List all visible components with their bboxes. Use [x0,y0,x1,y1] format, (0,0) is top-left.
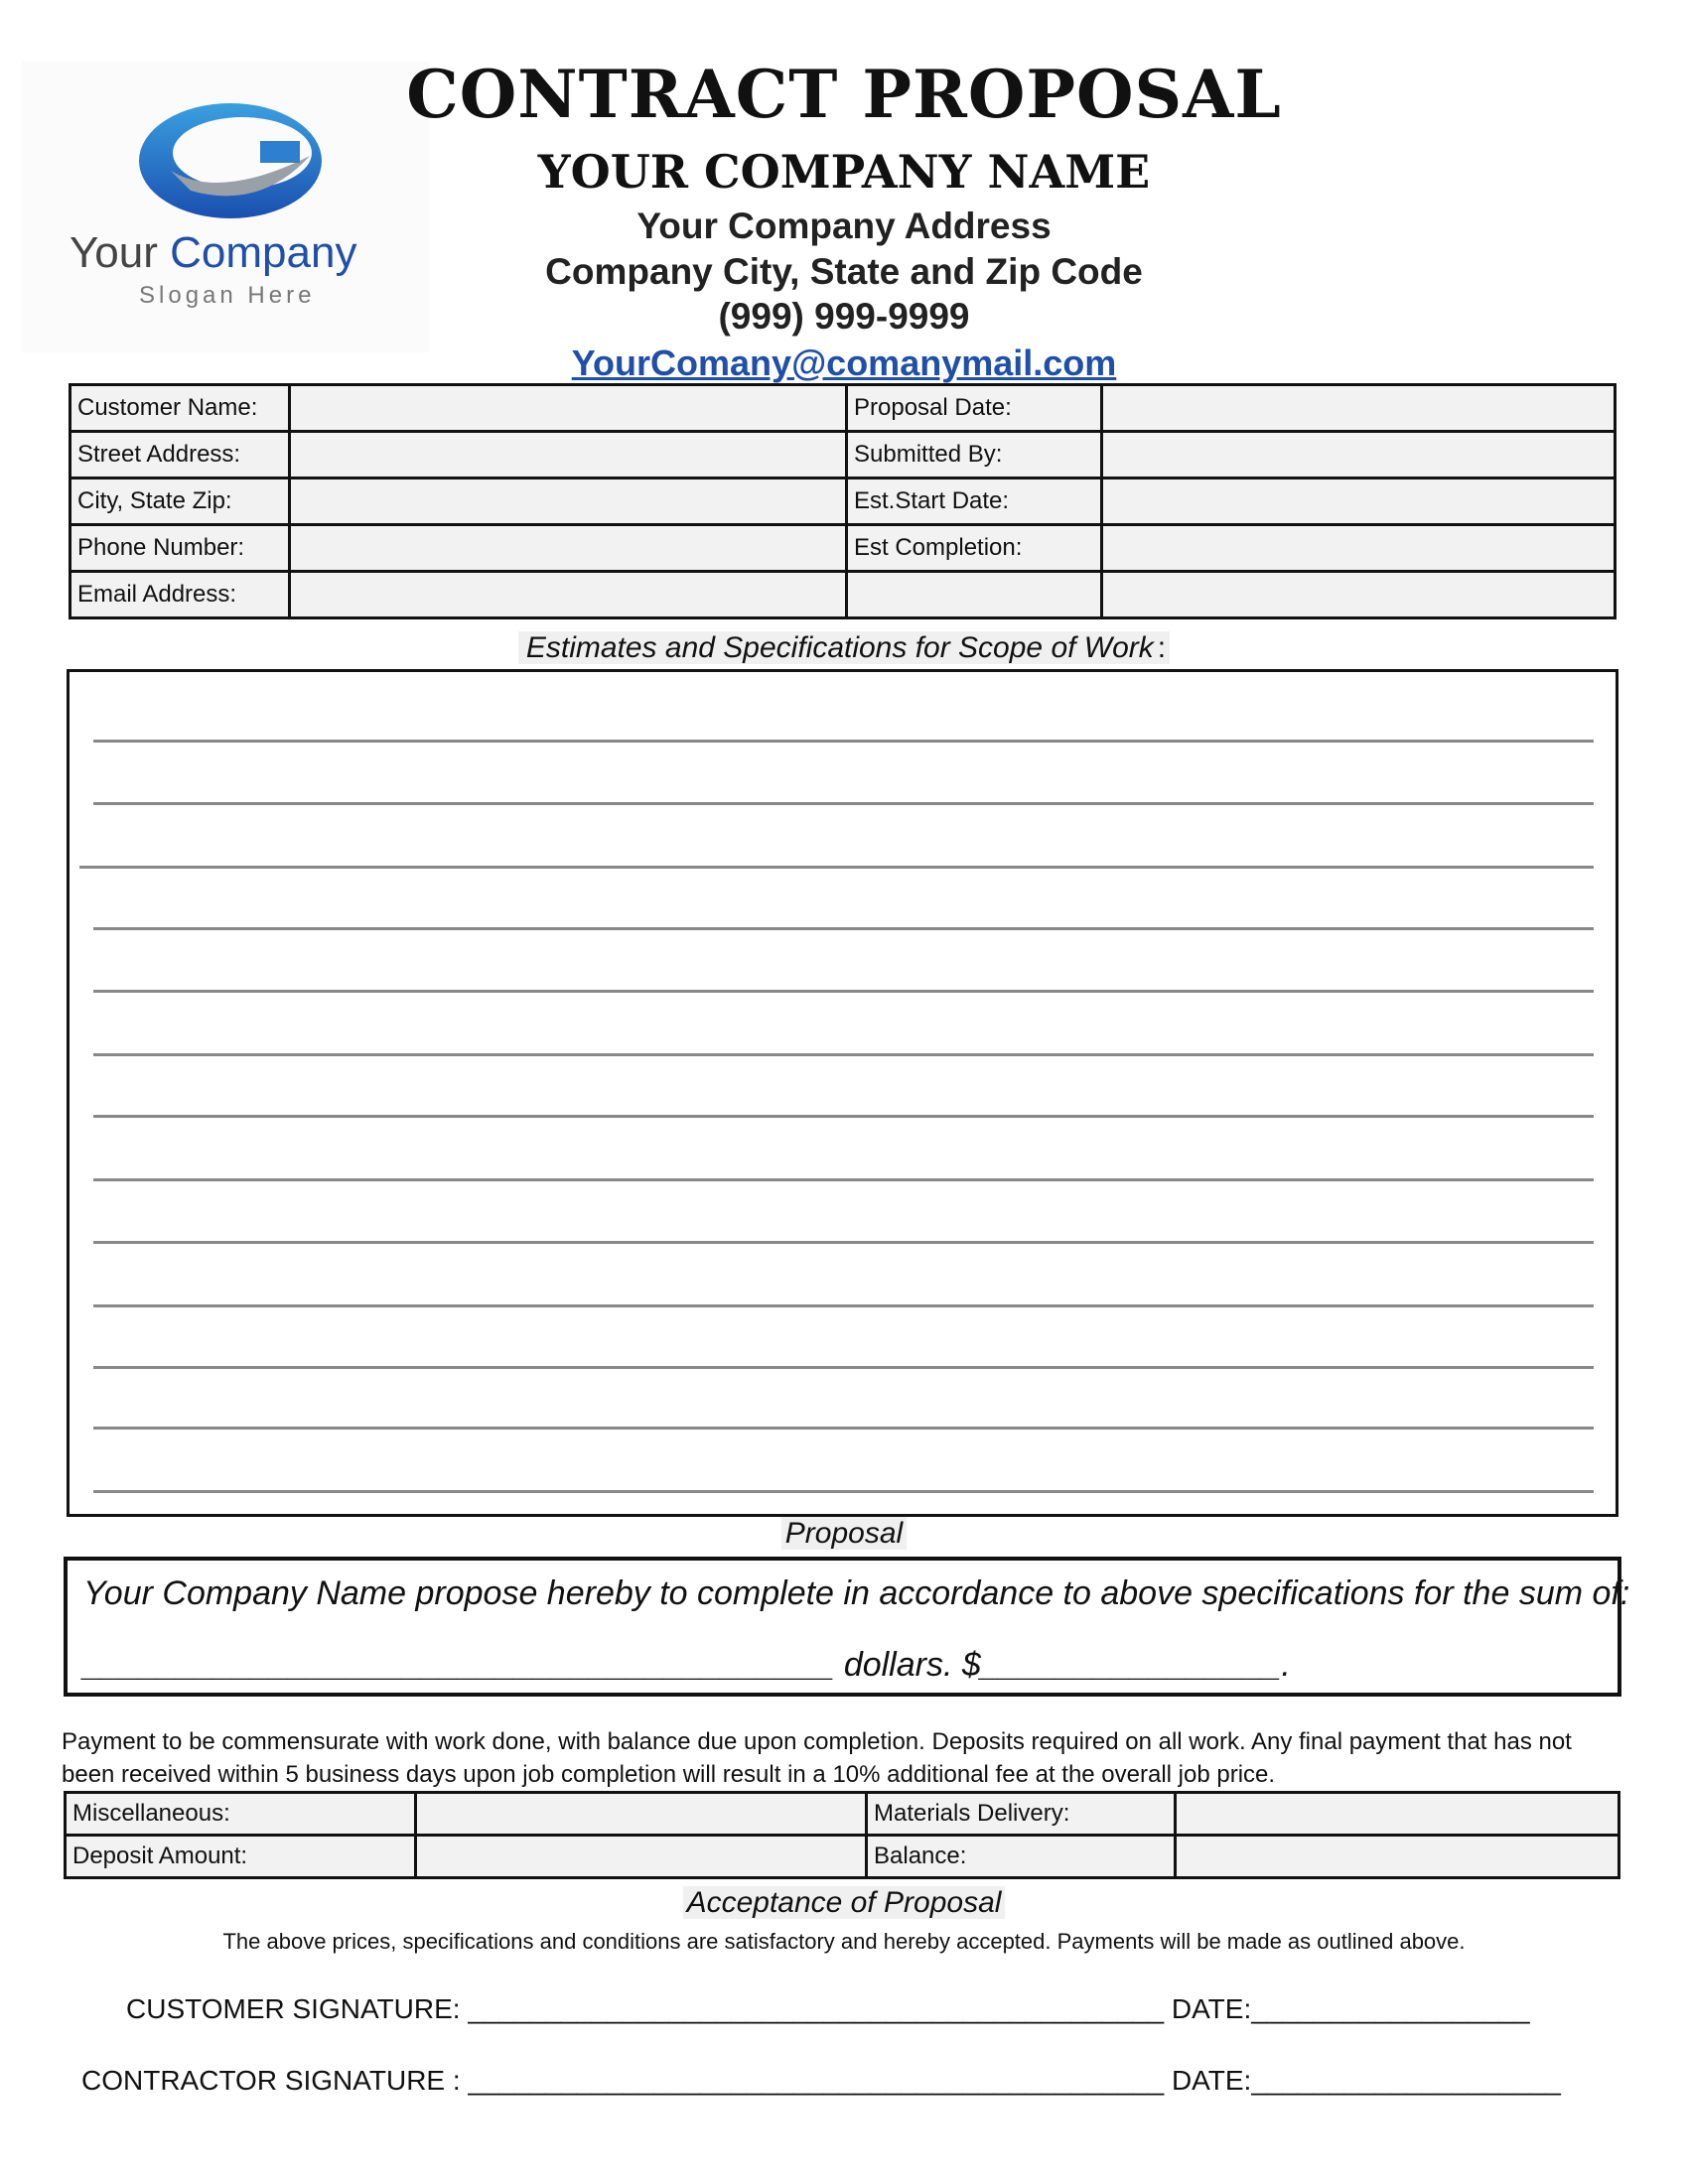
writing-line [93,802,1594,805]
scope-colon: : [1157,631,1167,664]
field-input[interactable] [416,1836,867,1878]
writing-line [79,866,1594,869]
field-label: Est.Start Date: [847,478,1102,525]
field-label: Est Completion: [847,525,1102,572]
payment-terms: Payment to be commensurate with work done, with balance due upon completion. Deposits required on all work. Any final payment that has not been received within 5 business days upon job completion will result in a 10% additional fee at the overall job price. [62,1728,1572,1788]
writing-line [93,740,1594,743]
field-input[interactable] [290,525,847,572]
logo-word1: Your [70,228,158,277]
field-input[interactable] [290,478,847,525]
table-row [70,432,1616,478]
company-name: YOUR COMPANY NAME [537,145,1151,199]
scope-of-work-area[interactable] [67,669,1618,1517]
field-input[interactable] [290,572,847,618]
proposal-statement: Your Company Name propose hereby to complete in accordance to above specifications for the sum of: [83,1574,1630,1612]
acceptance-heading [0,1886,1688,1920]
writing-line [93,927,1594,930]
proposal-amount-line[interactable]: ________________________________________ dollars. $________________. [83,1646,1291,1684]
payment-table [64,1791,1620,1879]
writing-line [93,990,1594,993]
field-label: Balance: [867,1836,1176,1878]
field-input[interactable] [1176,1836,1619,1878]
table-row [66,1793,1619,1836]
logo-word2: Company [170,228,357,277]
document-title: CONTRACT PROPOSAL [406,56,1282,133]
field-input[interactable] [1102,572,1616,618]
contractor-signature-line[interactable]: CONTRACTOR SIGNATURE : _____________________________________________ DATE:____________________ [81,2065,1561,2096]
field-input[interactable] [1102,385,1616,432]
acceptance-heading-text: Acceptance of Proposal [683,1886,1006,1919]
field-label: Submitted By: [847,432,1102,478]
company-address: Your Company Address [636,205,1052,246]
field-label [847,572,1102,618]
field-label: Email Address: [70,572,290,618]
writing-line [93,1366,1594,1369]
writing-line [93,1178,1594,1181]
writing-line [93,1053,1594,1056]
table-row [70,572,1616,618]
writing-line [93,1115,1594,1118]
company-phone: (999) 999-9999 [718,296,970,337]
field-label: City, State Zip: [70,478,290,525]
writing-line [93,1241,1594,1244]
table-row [70,478,1616,525]
field-input[interactable] [416,1793,867,1836]
acceptance-text: The above prices, specifications and conditions are satisfactory and hereby accepted. Payments will be made as outlined above. [222,1929,1466,1954]
field-label: Materials Delivery: [867,1793,1176,1836]
field-label: Miscellaneous: [66,1793,416,1836]
logo-slogan: Slogan Here [139,282,316,309]
field-label: Street Address: [70,432,290,478]
scope-heading [0,631,1688,665]
company-city-line: Company City, State and Zip Code [545,251,1143,292]
proposal-box [64,1557,1630,1697]
writing-line [93,1304,1594,1307]
customer-info-table [69,383,1617,619]
proposal-heading-text: Proposal [781,1517,907,1550]
customer-signature-line[interactable]: CUSTOMER SIGNATURE: _____________________________________________ DATE:__________________ [126,1993,1530,2024]
field-label: Phone Number: [70,525,290,572]
field-input[interactable] [290,385,847,432]
field-input[interactable] [1102,478,1616,525]
table-row [66,1836,1619,1878]
table-row [70,525,1616,572]
scope-heading-text: Estimates and Specifications for Scope of Work [522,631,1158,664]
writing-line [93,1427,1594,1430]
company-email-link[interactable]: YourComany@comanymail.com [571,342,1117,383]
writing-line [93,1490,1594,1493]
proposal-heading [0,1517,1688,1551]
field-label: Deposit Amount: [66,1836,416,1878]
field-label: Proposal Date: [847,385,1102,432]
field-input[interactable] [290,432,847,478]
field-input[interactable] [1102,525,1616,572]
field-label: Customer Name: [70,385,290,432]
field-input[interactable] [1102,432,1616,478]
table-row [70,385,1616,432]
field-input[interactable] [1176,1793,1619,1836]
